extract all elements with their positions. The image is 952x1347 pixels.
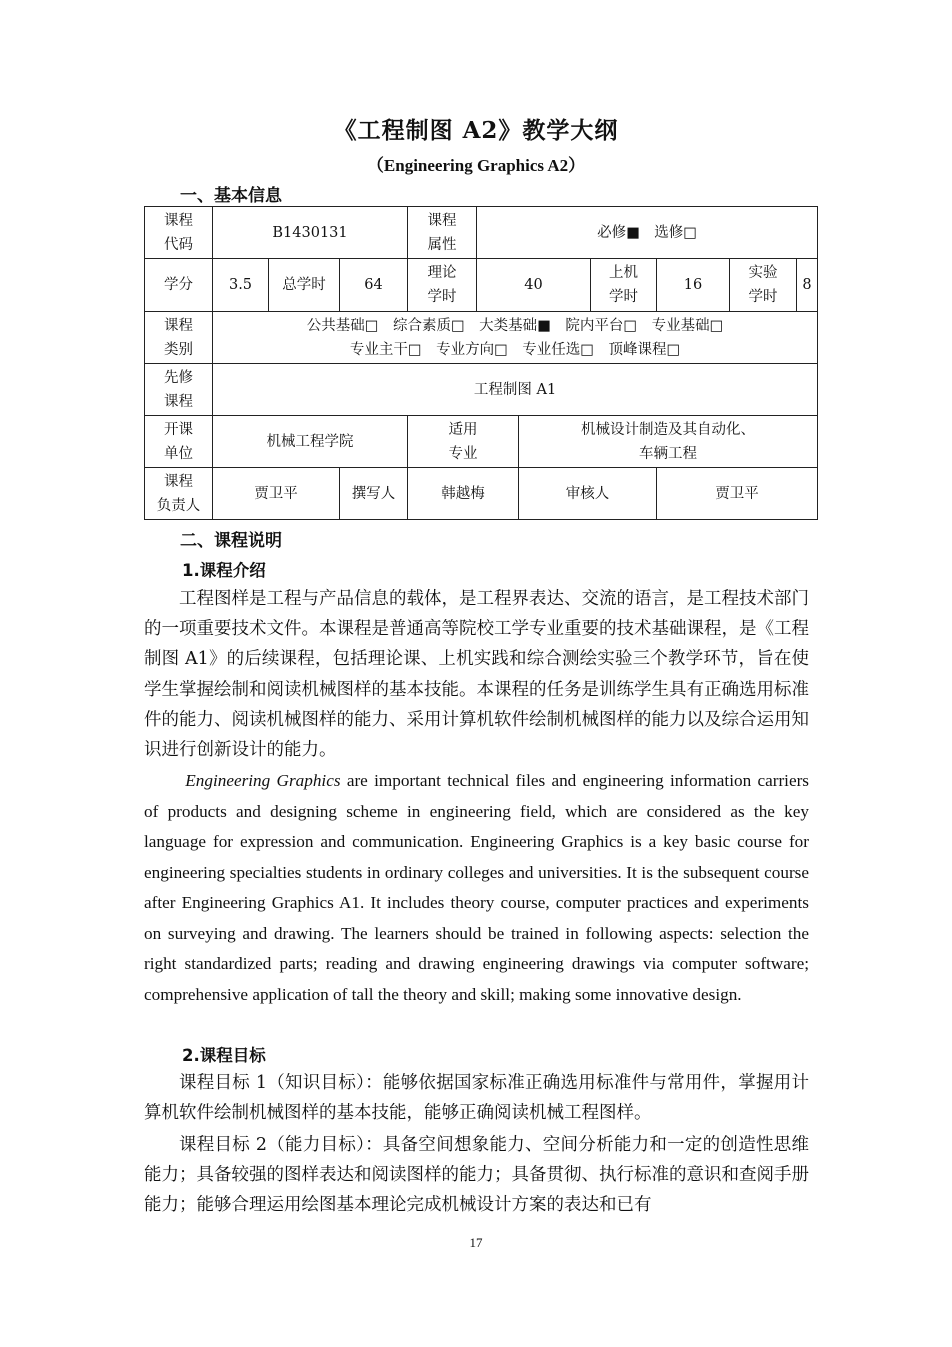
course-attr-label: 课程 属性 <box>408 207 477 259</box>
computer-hours-label: 上机 学时 <box>591 259 657 312</box>
category-line-2: 专业主干□ 专业方向□ 专业任选□ 顶峰课程□ <box>349 341 681 358</box>
section-course-description-heading: 二、课程说明 <box>180 531 282 551</box>
course-owner-value: 贾卫平 <box>213 468 340 520</box>
credit-label: 学分 <box>145 259 213 312</box>
course-category-value <box>213 312 818 364</box>
reviewer-value: 贾卫平 <box>657 468 818 520</box>
category-line-1: 公共基础□ 综合素质□ 大类基础■ 院内平台□ 专业基础□ <box>306 317 724 334</box>
theory-hours-label: 理论 学时 <box>408 259 477 312</box>
total-hours-label: 总学时 <box>269 259 340 312</box>
lab-hours-label: 实验 学时 <box>730 259 797 311</box>
major-value: 机械设计制造及其自动化、 车辆工程 <box>519 416 818 468</box>
basic-info-table <box>144 206 818 520</box>
course-intro-en-body: are important technical files and engineering information carriers of products and designing scheme in engineering field, which are considered as the key language for expression and communication. Engineering Graphics is a key basic course for engineering specialties students in ordinary colleges and universities. It is the subsequent course after Engineering Graphics A1. It includes theory course, computer practices and experiments on surveying and drawing. The learners should be trained in following aspects: selection the right standardized parts; reading and drawing engineering drawings via computer software; comprehensive application of tall the theory and skill; making some innovative design. <box>144 771 809 1004</box>
lab-hours-value: 8 <box>802 277 812 293</box>
computer-hours-value: 16 <box>657 259 730 312</box>
course-goals-heading: 2.课程目标 <box>182 1046 266 1065</box>
prerequisite-value: 工程制图 A1 <box>213 364 818 416</box>
document-subtitle: （Engineering Graphics A2） <box>366 156 586 175</box>
course-code-label: 课程 代码 <box>145 207 213 259</box>
total-hours-value: 64 <box>340 259 408 312</box>
course-goal-2: 课程目标 2（能力目标）：具备空间想象能力、空间分析能力和一定的创造性思维能力；具备较强的图样表达和阅读图样的能力；具备贯彻、执行标准的意识和查阅手册能力；能够合理运用绘图基本理论完成机械设计方案的表达和已有 <box>144 1135 809 1216</box>
reviewer-label: 审核人 <box>519 468 657 520</box>
lab-hours-cell <box>730 259 818 312</box>
course-attr-value: 必修■ 选修□ <box>477 207 818 259</box>
writer-value: 韩越梅 <box>408 468 519 520</box>
prerequisite-label: 先修 课程 <box>145 364 213 416</box>
major-label: 适用 专业 <box>408 416 519 468</box>
document-title: 《工程制图 A2》教学大纲 <box>333 117 619 144</box>
theory-hours-value: 40 <box>477 259 591 312</box>
credit-value: 3.5 <box>213 259 269 312</box>
course-code-value: B1430131 <box>213 207 408 259</box>
course-owner-label: 课程 负责人 <box>145 468 213 520</box>
course-goal-1: 课程目标 1（知识目标）：能够依据国家标准正确选用标准件与常用件，掌握用计算机软件绘制机械图样的基本技能，能够正确阅读机械工程图样。 <box>144 1073 809 1124</box>
section-basic-info-heading: 一、基本信息 <box>180 186 282 206</box>
course-category-label: 课程 类别 <box>145 312 213 364</box>
course-intro-en <box>144 766 809 1010</box>
department-value: 机械工程学院 <box>213 416 408 468</box>
course-intro-en-title: Engineering Graphics <box>185 771 341 790</box>
course-intro-heading: 1.课程介绍 <box>182 561 266 580</box>
course-intro-cn: 工程图样是工程与产品信息的载体，是工程界表达、交流的语言，是工程技术部门的一项重要技术文件。本课程是普通高等院校工学专业重要的技术基础课程，是《工程制图 A1》的后续课程，包括理论课、上机实践和综合测绘实验三个教学环节，旨在使学生掌握绘制和阅读机械图样的基本技能。本课程的任务是训练学生具有正确选用标准件的能力、阅读机械图样的能力、采用计算机软件绘制机械图样的能力以及综合运用知识进行创新设计的能力。 <box>144 589 809 761</box>
department-label: 开课 单位 <box>145 416 213 468</box>
page-number: 17 <box>469 1235 483 1250</box>
writer-label: 撰写人 <box>340 468 408 520</box>
